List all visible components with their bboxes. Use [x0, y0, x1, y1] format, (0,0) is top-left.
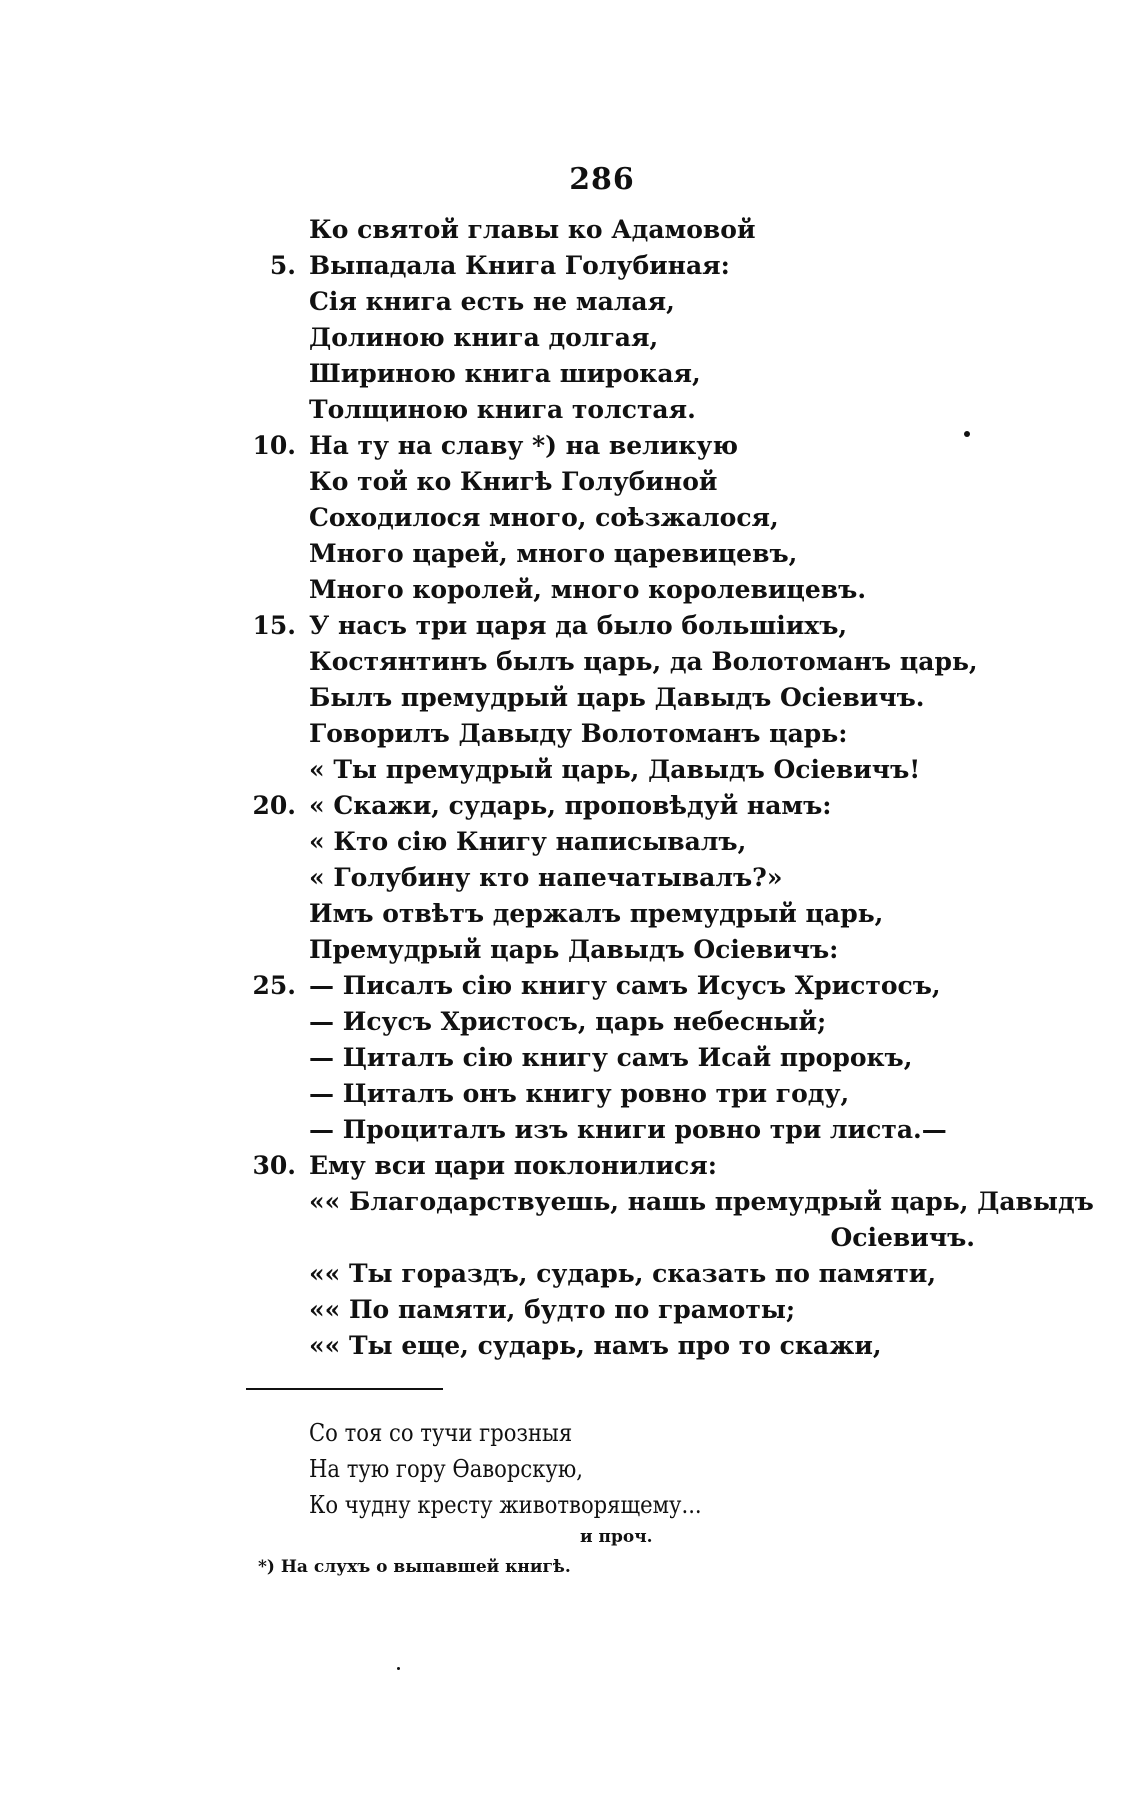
verse-line	[0, 1328, 1140, 1364]
verse-line	[0, 932, 1140, 968]
line-text: «« Ты еще, сударь, намъ про то скажи,	[309, 1331, 882, 1360]
print-speck	[397, 1667, 400, 1670]
verse-line	[0, 896, 1140, 932]
note-line: На тую гору Ѳаворскую,	[309, 1455, 583, 1483]
line-text: «« По памяти, будто по грамоты;	[309, 1295, 796, 1324]
page-number: 286	[569, 162, 635, 197]
line-text: Говорилъ Давыду Волотоманъ царь:	[309, 719, 848, 748]
verse-line	[0, 1184, 1140, 1220]
note-line: Со тоя со тучи грозныя	[309, 1419, 573, 1447]
line-text: Толщиною книга толстая.	[309, 395, 696, 424]
verse-line	[0, 1148, 1140, 1184]
line-number: 10.	[252, 431, 296, 460]
verse-line	[0, 536, 1140, 572]
line-text: Ко святой главы ко Адамовой	[309, 215, 756, 244]
verse-line	[0, 1220, 1140, 1256]
line-text: Шириною книга широкая,	[309, 359, 701, 388]
verse-line	[0, 1040, 1140, 1076]
verse-body	[0, 212, 1140, 1364]
verse-line	[0, 716, 1140, 752]
line-text: «« Благодарствуешь, нашь премудрый царь, Давыдъ	[309, 1187, 1094, 1216]
verse-line	[0, 1112, 1140, 1148]
line-text: « Кто сію Книгу написывалъ,	[309, 827, 747, 856]
verse-line	[0, 860, 1140, 896]
line-number: 15.	[252, 611, 296, 640]
line-text: Много царей, много царевицевъ,	[309, 539, 798, 568]
line-text: Долиною книга долгая,	[309, 323, 659, 352]
verse-line	[0, 1256, 1140, 1292]
verse-line	[0, 1292, 1140, 1328]
verse-line	[0, 212, 1140, 248]
verse-line	[0, 644, 1140, 680]
verse-line	[0, 392, 1140, 428]
line-text: — Писалъ сію книгу самъ Исусъ Христосъ,	[309, 971, 941, 1000]
line-text: Премудрый царь Давыдъ Осіевичъ:	[309, 935, 839, 964]
note-verse	[309, 1415, 755, 1523]
line-number: 25.	[252, 971, 296, 1000]
verse-line	[0, 1076, 1140, 1112]
verse-line	[0, 1004, 1140, 1040]
line-text: — Циталъ сію книгу самъ Исай пророкъ,	[309, 1043, 913, 1072]
line-text: Ко той ко Книгѣ Голубиной	[309, 467, 718, 496]
verse-line	[0, 680, 1140, 716]
line-text: Выпадала Книга Голубиная:	[309, 251, 730, 280]
line-text: « Ты премудрый царь, Давыдъ Осіевичъ!	[309, 755, 921, 784]
line-text: Много королей, много королевицевъ.	[309, 575, 867, 604]
verse-line	[0, 788, 1140, 824]
verse-line	[0, 248, 1140, 284]
note-line: Ко чудну кресту животворящему...	[309, 1491, 702, 1519]
line-number: 5.	[269, 251, 296, 280]
verse-line	[0, 572, 1140, 608]
line-text: « Голубину кто напечатывалъ?»	[309, 863, 783, 892]
verse-line	[0, 464, 1140, 500]
line-text: Костянтинъ былъ царь, да Волотоманъ царь,	[309, 647, 978, 676]
verse-line	[0, 320, 1140, 356]
print-speck	[964, 431, 970, 437]
verse-line	[0, 284, 1140, 320]
line-text: «« Ты гораздъ, сударь, сказать по памяти,	[309, 1259, 937, 1288]
note-etc: и проч.	[580, 1527, 653, 1547]
line-text: Осіевичъ.	[830, 1223, 975, 1252]
line-text: Сія книга есть не малая,	[309, 287, 675, 316]
verse-line	[0, 356, 1140, 392]
line-text: — Проциталъ изъ книги ровно три листа.—	[309, 1115, 947, 1144]
verse-line	[0, 968, 1140, 1004]
line-text: У насъ три царя да было большіихъ,	[309, 611, 848, 640]
verse-line	[0, 824, 1140, 860]
line-text: Соходилося много, соѣзжалося,	[309, 503, 779, 532]
line-text: На ту на славу *) на великую	[309, 431, 738, 460]
line-text: Ему вси цари поклонилися:	[309, 1151, 717, 1180]
footnote: *) На слухъ о выпавшей книгѣ.	[258, 1557, 571, 1577]
verse-line	[0, 752, 1140, 788]
line-text: Имъ отвѣтъ держалъ премудрый царь,	[309, 899, 884, 928]
verse-line	[0, 500, 1140, 536]
line-number: 30.	[252, 1151, 296, 1180]
line-text: — Исусъ Христосъ, царь небесный;	[309, 1007, 827, 1036]
verse-line	[0, 608, 1140, 644]
line-text: Былъ премудрый царь Давыдъ Осіевичъ.	[309, 683, 925, 712]
line-text: « Скажи, сударь, проповѣдуй намъ:	[309, 791, 832, 820]
line-text: — Циталъ онъ книгу ровно три году,	[309, 1079, 850, 1108]
footnote-rule	[246, 1388, 443, 1390]
line-number: 20.	[252, 791, 296, 820]
